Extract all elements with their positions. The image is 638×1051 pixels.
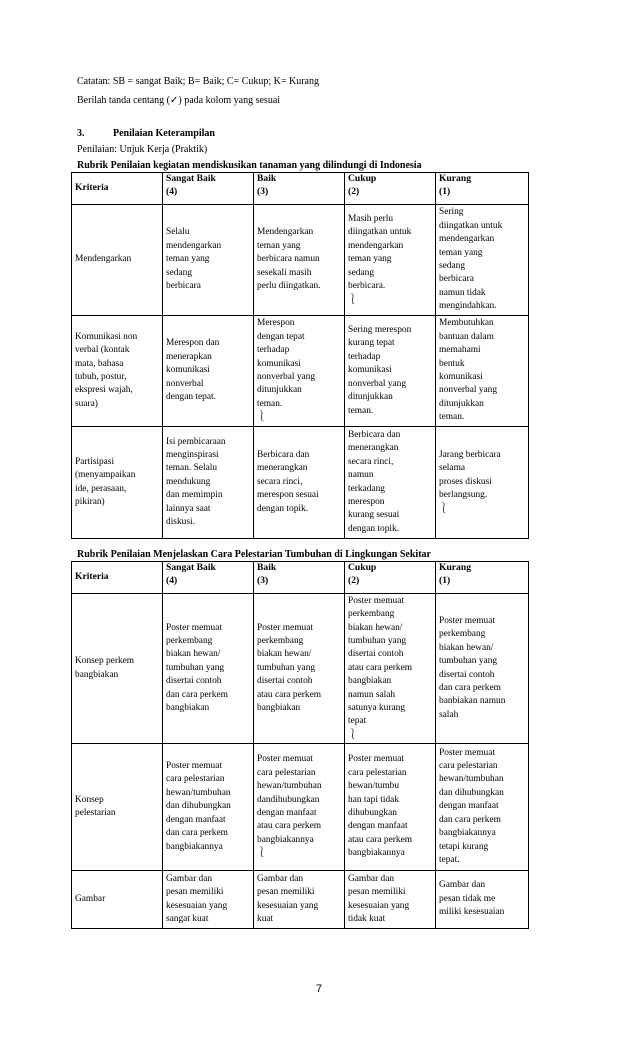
rubric1-cell: Berbicara dan menerangkan secara rinci, namun terkadang merespon kurang sesuai dengan topik. [345,427,436,539]
section-heading [77,128,215,140]
rubric2-cell: Poster memuat cara pelestarian hewan/tumbuhan dan dihubungkan dengan manfaat dan cara perkem bangbiakannya [163,744,254,871]
rubric2-cell: Poster memuat cara pelestarian hewan/tumbuhan dandihubungkan dengan manfaat atau cara perkem bangbiakannya ⎱ [254,744,345,871]
rubric1-header-sangat-baik: Sangat Baik (4) [163,173,254,205]
rubric1-cell: Isi pembicaraan menginspirasi teman. Selalu mendukung dan memimpin lainnya saat diskusi. [163,427,254,539]
rubric2-header-baik: Baik (3) [254,562,345,594]
table-row [72,871,529,929]
rubric2-header-kriteria: Kriteria [72,562,163,594]
rubric1-header-cukup: Cukup (2) [345,173,436,205]
section-title: Penilaian Keterampilan [113,128,215,139]
rubric1-title: Rubrik Penilaian kegiatan mendiskusikan tanaman yang dilindungi di Indonesia [77,160,422,171]
rubric2-cell: Gambar dan pesan memiliki kesesuaian yang tidak kuat [345,871,436,929]
rubric1-table [71,172,529,539]
rubric2-header-cukup: Cukup (2) [345,562,436,594]
table-row [72,744,529,871]
rubric2-cell: Poster memuat cara pelestarian hewan/tumbuhan dan dihubungkan dengan manfaat dan cara perkem bangbiakannya tetapi kurang tepat. [436,744,529,871]
rubric1-kriteria-cell: Komunikasi non verbal (kontak mata, bahasa tubuh, postur, ekspresi wajah, suara) [72,316,163,427]
rubric2-cell: Poster memuat perkembang biakan hewan/ tumbuhan yang disertai contoh dan cara perkem banbiakan namun salah [436,594,529,744]
rubric2-title: Rubrik Penilaian Menjelaskan Cara Pelestarian Tumbuhan di Lingkungan Sekitar [77,549,431,560]
rubric1-cell: Sering merespon kurang tepat terhadap komunikasi nonverbal yang ditunjukkan teman. [345,316,436,427]
rubric2-header-row [72,562,529,594]
rubric2-cell: Poster memuat perkembang biakan hewan/ tumbuhan yang disertai contoh atau cara perkem bangbiakan namun salah satunya kurang tepat ⎱ [345,594,436,744]
rubric2-cell: Poster memuat perkembang biakan hewan/ tumbuhan yang disertai contoh dan cara perkem bangbiakan [163,594,254,744]
rubric1-header-baik: Baik (3) [254,173,345,205]
rubric2-cell: Gambar dan pesan tidak me miliki kesesuaian [436,871,529,929]
table-row [72,594,529,744]
rubric1-cell: Membutuhkan bantuan dalam memahami bentuk komunikasi nonverbal yang ditunjukkan teman. [436,316,529,427]
table-row [72,205,529,316]
page-number: 7 [315,983,323,995]
rubric2-kriteria-cell: Gambar [72,871,163,929]
rubric1-cell: Mendengarkan teman yang berbicara namun sesekali masih perlu diingatkan. [254,205,345,316]
rubric1-kriteria-cell: Partisipasi (menyampaikan ide, perasaan, pikiran) [72,427,163,539]
rubric1-header-row [72,173,529,205]
rubric1-header-kriteria: Kriteria [72,173,163,205]
rubric1-kriteria-cell: Mendengarkan [72,205,163,316]
rubric2-cell: Poster memuat perkembang biakan hewan/ tumbuhan yang disertai contoh atau cara perkem bangbiakan [254,594,345,744]
rubric1-cell: Berbicara dan menerangkan secara rinci, merespon sesuai dengan topik. [254,427,345,539]
table-row [72,316,529,427]
rubric1-cell: Merespon dengan tepat terhadap komunikasi nonverbal yang ditunjukkan teman. ⎱ [254,316,345,427]
rubric1-cell: Sering diingatkan untuk mendengarkan teman yang sedang berbicara namun tidak mengindahkan. [436,205,529,316]
table-row [72,427,529,539]
rubric2-header-kurang: Kurang (1) [436,562,529,594]
section-number: 3. [77,128,85,139]
rubric2-cell: Gambar dan pesan memiliki kesesuaian yang kuat [254,871,345,929]
notes-instruction: Berilah tanda centang (✓) pada kolom yang sesuai [77,95,281,106]
rubric2-cell: Gambar dan pesan memiliki kesesuaian yang sangat kuat [163,871,254,929]
rubric2-kriteria-cell: Konsep perkem bangbiakan [72,594,163,744]
rubric1-header-kurang: Kurang (1) [436,173,529,205]
rubric2-cell: Poster memuat cara pelestarian hewan/tumbu han tapi tidak dihubungkan dengan manfaat atau cara perkem bangbiakannya [345,744,436,871]
section-penilaian: Penilaian: Unjuk Kerja (Praktik) [77,144,208,155]
rubric1-cell: Masih perlu diingatkan untuk mendengarkan teman yang sedang berbicara. ⎱ [345,205,436,316]
rubric2-table [71,561,529,929]
rubric1-cell: Jarang berbicara selama proses diskusi berlangsung. ⎱ [436,427,529,539]
rubric2-kriteria-cell: Konsep pelestarian [72,744,163,871]
rubric2-header-sangat-baik: Sangat Baik (4) [163,562,254,594]
rubric1-cell: Selalu mendengarkan teman yang sedang berbicara [163,205,254,316]
rubric1-cell: Merespon dan menerapkan komunikasi nonverbal dengan tepat. [163,316,254,427]
notes-catatan: Catatan: SB = sangat Baik; B= Baik; C= Cukup; K= Kurang [77,76,319,87]
